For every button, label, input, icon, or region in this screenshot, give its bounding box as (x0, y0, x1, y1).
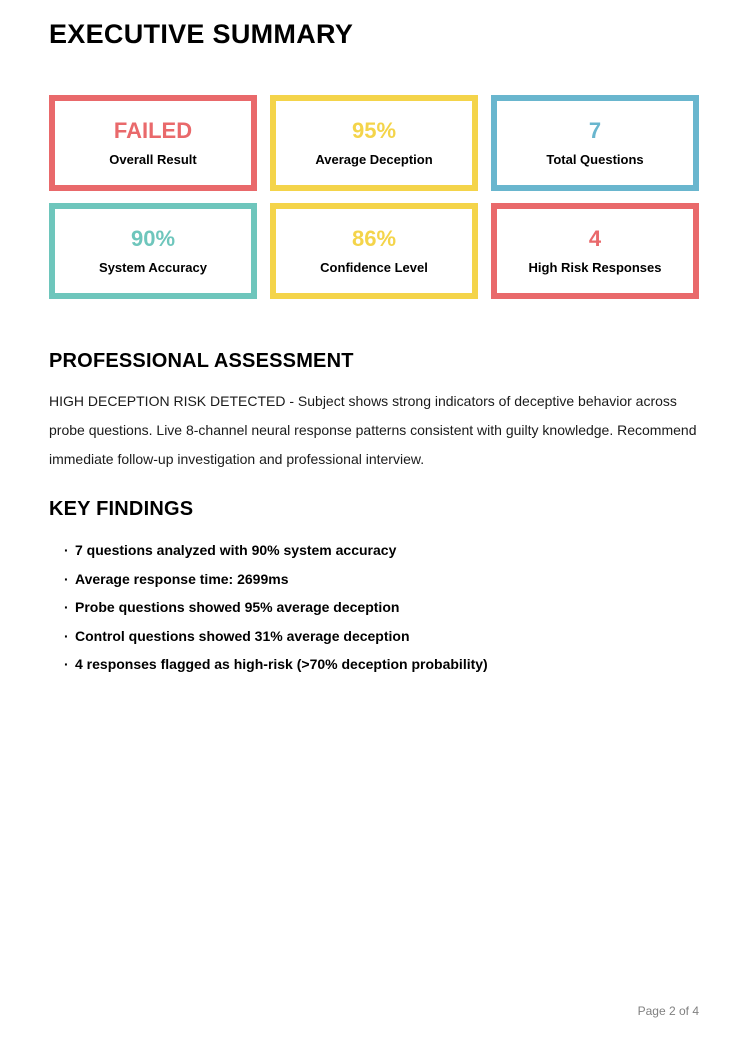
finding-item: · Average response time: 2699ms (75, 572, 699, 586)
page-number: Page 2 of 4 (637, 1004, 699, 1018)
key-findings-list (75, 543, 699, 671)
card-value: FAILED (113, 118, 193, 143)
key-findings-heading: KEY FINDINGS (49, 498, 194, 520)
summary-card (270, 95, 478, 191)
finding-item: · 7 questions analyzed with 90% system accuracy (75, 543, 699, 557)
summary-card (49, 203, 257, 299)
card-label: Confidence Level (320, 260, 428, 275)
professional-assessment-section (49, 350, 699, 474)
card-label: Overall Result (109, 152, 197, 167)
finding-item: · 4 responses flagged as high-risk (>70% deception probability) (75, 657, 699, 671)
professional-assessment-heading: PROFESSIONAL ASSESSMENT (49, 350, 354, 372)
card-value: 7 (588, 118, 602, 143)
card-value: 95% (351, 118, 397, 143)
finding-item: · Probe questions showed 95% average deception (75, 600, 699, 614)
card-value: 90% (130, 226, 176, 251)
card-label: System Accuracy (99, 260, 207, 275)
card-label: High Risk Responses (528, 260, 662, 275)
page-title: EXECUTIVE SUMMARY (49, 19, 354, 49)
summary-card (491, 203, 699, 299)
professional-assessment-body: HIGH DECEPTION RISK DETECTED - Subject shows strong indicators of deceptive behavior across probe questions. Live 8-channel neural response patterns consistent with guilty knowledge. Recommend immediate follow-up investigation and professional interview. (49, 393, 697, 467)
summary-card (49, 95, 257, 191)
card-value: 4 (588, 226, 602, 251)
summary-card (491, 95, 699, 191)
summary-card (270, 203, 478, 299)
card-value: 86% (351, 226, 397, 251)
card-label: Average Deception (315, 152, 433, 167)
finding-item: · Control questions showed 31% average deception (75, 629, 699, 643)
key-findings-section (49, 498, 699, 671)
card-label: Total Questions (546, 152, 644, 167)
report-page (49, 0, 699, 1044)
summary-cards-grid (49, 95, 699, 299)
